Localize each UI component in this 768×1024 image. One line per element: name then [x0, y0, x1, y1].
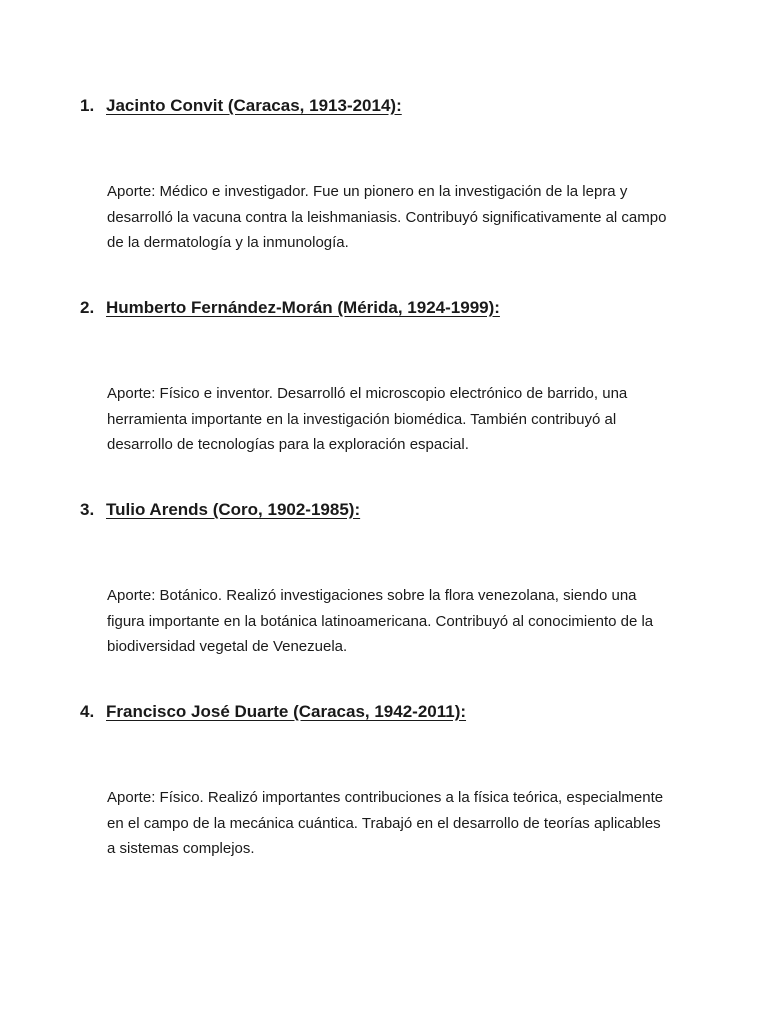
entry-description: Aporte: Físico e inventor. Desarrolló el microscopio electrónico de barrido, una herramienta importante en la investigación biomédica. También contribuyó al desarrollo de tecnologías para la exploración espacial. — [107, 385, 628, 453]
list-number: 4. — [80, 702, 95, 721]
entry-title: Tulio Arends (Coro, 1902-1985): — [106, 500, 361, 519]
entry-heading — [80, 297, 500, 319]
entry-description: Aporte: Físico. Realizó importantes contribuciones a la física teórica, especialmente en el campo de la mecánica cuántica. Trabajó en el desarrollo de teorías aplicables a sistemas complejos. — [107, 789, 664, 857]
entry-title: Jacinto Convit (Caracas, 1913-2014): — [106, 96, 402, 115]
entry-heading — [80, 95, 402, 117]
entry-heading — [80, 701, 466, 723]
entry-title: Humberto Fernández-Morán (Mérida, 1924-1999): — [106, 298, 500, 317]
list-number: 3. — [80, 500, 95, 519]
entry-heading — [80, 499, 360, 521]
entry-title: Francisco José Duarte (Caracas, 1942-2011): — [106, 702, 467, 721]
entry-description: Aporte: Botánico. Realizó investigaciones sobre la flora venezolana, siendo una figura importante en la botánica latinoamericana. Contribuyó al conocimiento de la biodiversidad vegetal de Venezuela. — [107, 587, 654, 655]
list-number: 2. — [80, 298, 95, 317]
entry-description: Aporte: Médico e investigador. Fue un pionero en la investigación de la lepra y desarrolló la vacuna contra la leishmaniasis. Contribuyó significativamente al campo de la dermatología y la inmunología. — [107, 183, 667, 251]
list-number: 1. — [80, 96, 95, 115]
